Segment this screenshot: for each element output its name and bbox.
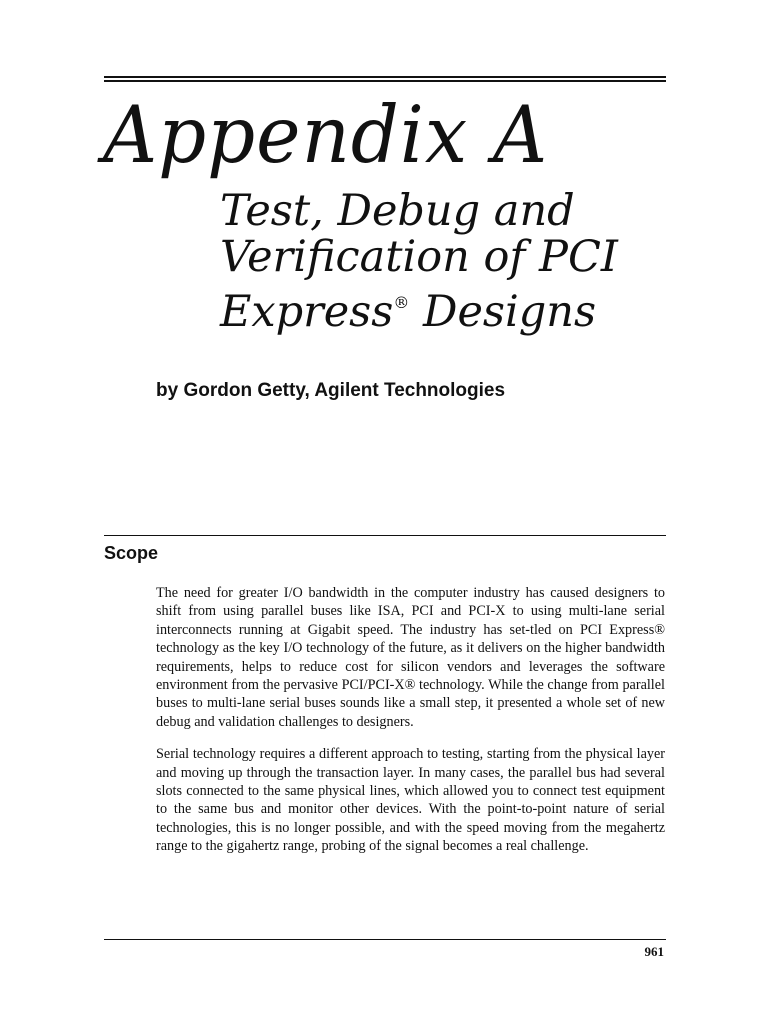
page-number: 961 (644, 944, 664, 959)
header-rule-bottom (104, 80, 666, 82)
chapter-title (220, 188, 618, 335)
chapter-title-line-3: Express (220, 287, 394, 337)
body-paragraph: Serial technology requires a different approach to testing, starting from the physical layer and moving up through the transaction layer. In many cases, the parallel bus had several slots connected to the same physical lines, which allowed you to connect test equipment to the same bus and monitor other devices. With the point-to-point nature of serial technologies, this is no longer possible, and with the speed moving from the megahertz range to the gigahertz range, probing of the signal becomes a real challenge. (156, 746, 665, 855)
section-heading: Scope (104, 543, 159, 563)
section-rule-top (104, 535, 666, 536)
appendix-label: Appendix A (103, 88, 549, 182)
footer-rule (104, 939, 666, 940)
author-byline: by Gordon Getty, Agilent Technologies (156, 380, 506, 401)
chapter-title-line-1: Test, Debug and (220, 186, 575, 236)
body-paragraph: The need for greater I/O bandwidth in the computer industry has caused designers to shift from using parallel buses like ISA, PCI and PCI-X to using multi-lane serial interconnects running at Gigabit speed. The industry has set-tled on PCI Express® technology as the key I/O technology of the future, as it delivers on the higher bandwidth requirements, helps to reduce cost for silicon vendors and leverages the software environment from the pervasive PCI/PCI-X® technology. While the change from parallel buses to multi-lane serial buses sounds like a small step, it presented a whole set of new debug and validation challenges to designers. (156, 585, 665, 730)
chapter-title-suffix: Designs (409, 287, 597, 337)
registered-mark: ® (393, 293, 410, 312)
chapter-title-line-2: Verification of PCI (220, 232, 618, 282)
section-body (156, 584, 665, 870)
header-rule-top (104, 76, 666, 78)
